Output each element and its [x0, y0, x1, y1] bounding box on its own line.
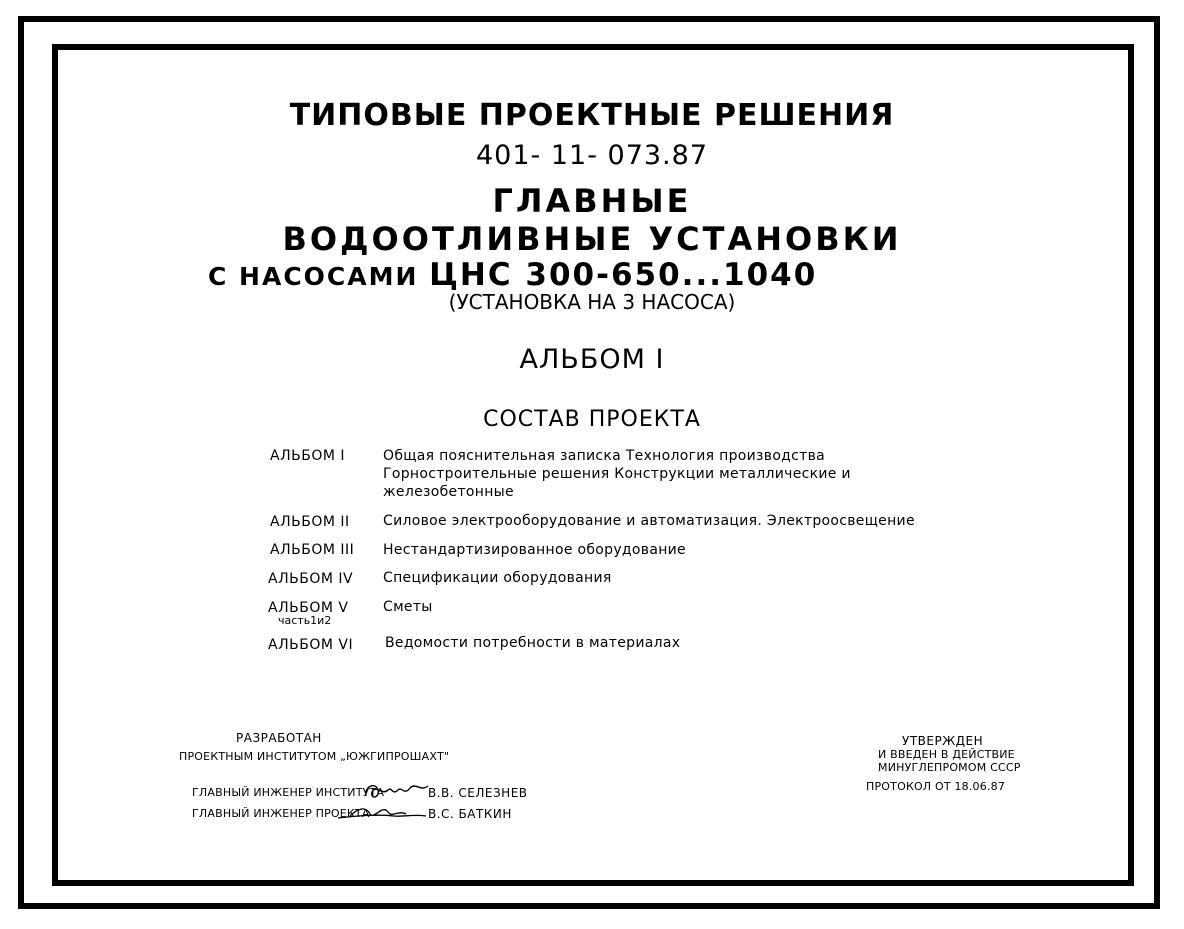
title-line-1: ГЛАВНЫЕ — [492, 182, 692, 220]
approved-line-2: МИНУГЛЕПРОМОМ СССР — [878, 761, 1021, 774]
pump-model: ЦНС 300-650...1040 — [429, 257, 818, 293]
album-2-text: Силовое электрооборудование и автоматизация. Электроосвещение — [383, 513, 915, 529]
chief-institute-role: ГЛАВНЫЙ ИНЖЕНЕР ИНСТИТУТА — [192, 786, 385, 799]
developed-heading: РАЗРАБОТАН — [236, 731, 322, 745]
series-title: ТИПОВЫЕ ПРОЕКТНЫЕ РЕШЕНИЯ — [289, 98, 895, 133]
chief-project-role: ГЛАВНЫЙ ИНЖЕНЕР ПРОЕКТА — [192, 807, 370, 820]
album-2-label: АЛЬБОМ II — [270, 514, 350, 530]
developed-by: ПРОЕКТНЫМ ИНСТИТУТОМ „ЮЖГИПРОШАХТ" — [179, 750, 450, 763]
album-5-label: АЛЬБОМ V — [268, 600, 349, 616]
subtitle: (УСТАНОВКА НА 3 НАСОСА) — [448, 290, 736, 314]
chief-institute-name: В.В. СЕЛЕЗНЕВ — [428, 786, 528, 800]
protocol: ПРОТОКОЛ ОТ 18.06.87 — [866, 780, 1006, 793]
album-1-text: Общая пояснительная записка Технология производства Горностроительные решения Конструкции металлические и железобетонные — [383, 448, 851, 500]
album-5-text: Сметы — [383, 599, 433, 615]
title-line-2: ВОДООТЛИВНЫЕ УСТАНОВКИ — [282, 220, 902, 258]
title-line-3 — [208, 257, 817, 293]
album-1-label: АЛЬБОМ I — [270, 448, 345, 464]
composition-heading: СОСТАВ ПРОЕКТА — [483, 407, 701, 432]
album-3-label: АЛЬБОМ III — [270, 542, 355, 558]
album-5-subtitle: часть1и2 — [278, 614, 332, 627]
title-line-3-prefix: С НАСОСАМИ — [208, 262, 419, 291]
album-6-text: Ведомости потребности в материалах — [385, 635, 681, 651]
approved-heading: УТВЕРЖДЕН — [902, 734, 984, 748]
project-code: 401- 11- 073.87 — [475, 140, 708, 171]
album-6-label: АЛЬБОМ VI — [268, 637, 354, 653]
album-3-text: Нестандартизированное оборудование — [383, 542, 686, 558]
album-4-text: Спецификации оборудования — [383, 570, 612, 586]
approved-line-1: И ВВЕДЕН В ДЕЙСТВИЕ — [878, 748, 1015, 761]
album-title: АЛЬБОМ I — [519, 344, 665, 375]
signature-batkin — [336, 800, 428, 824]
album-4-label: АЛЬБОМ IV — [268, 571, 354, 587]
chief-project-name: В.С. БАТКИН — [428, 807, 512, 821]
